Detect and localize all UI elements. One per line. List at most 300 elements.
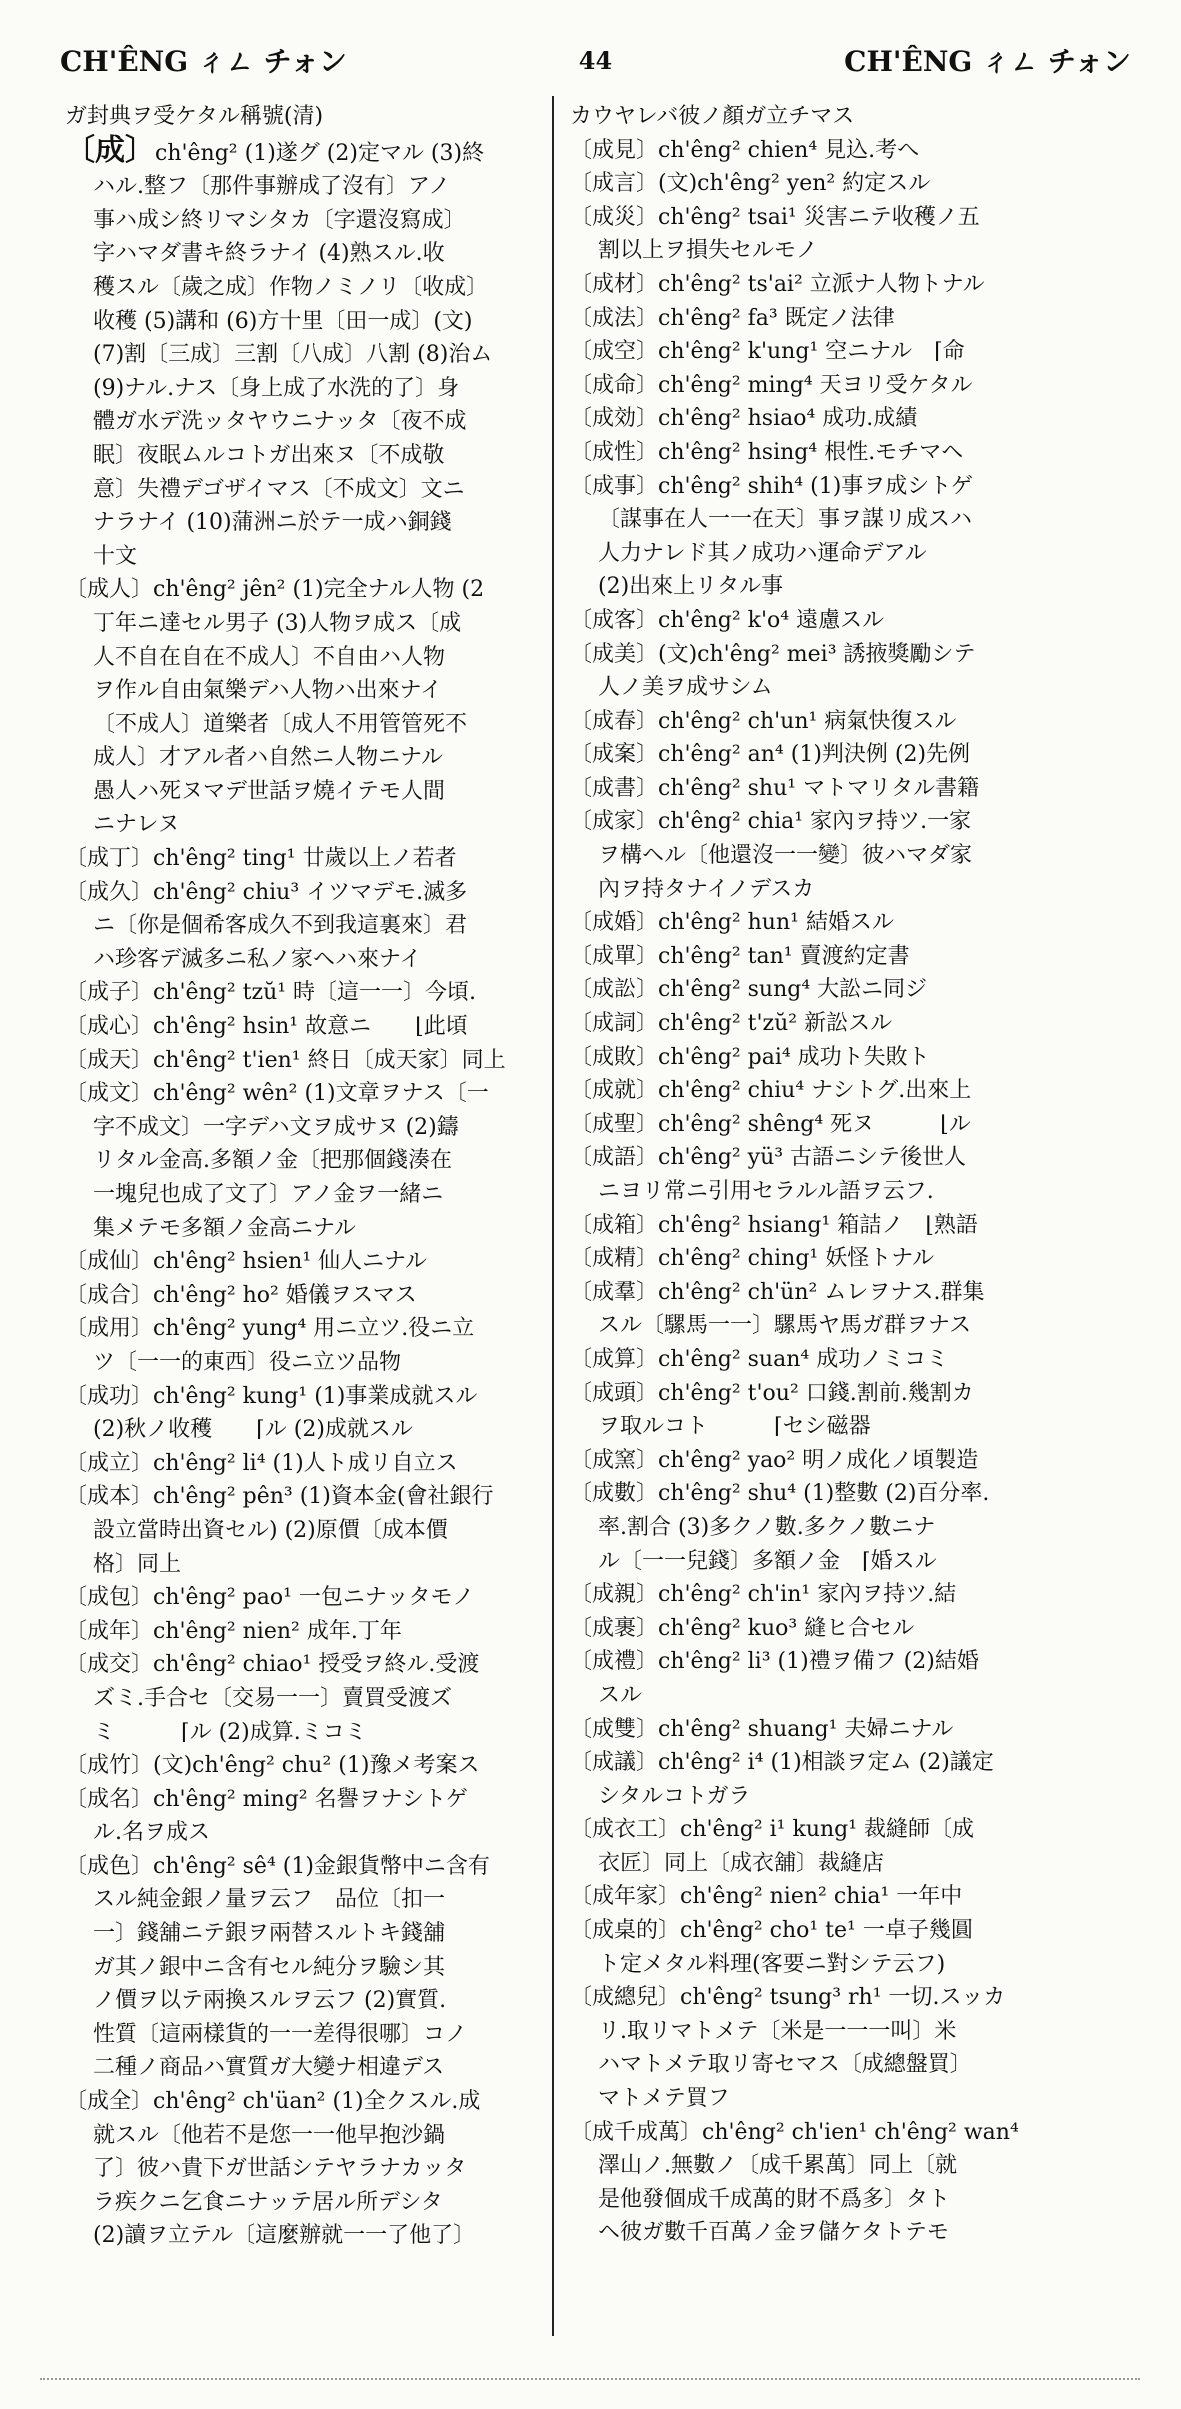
entry-text: 一〕錢舖ニテ銀ヲ兩替スルトキ錢舖 bbox=[93, 1921, 446, 1947]
entry-text: ch'êng² k'ung¹ 空ニナル ⌈命 bbox=[658, 339, 965, 365]
entry-headword: 〔成春〕 bbox=[570, 708, 659, 734]
entry-text: 一塊兒也成了文了〕アノ金ヲ一緒ニ bbox=[93, 1182, 444, 1207]
entry-text: ch'êng² cho¹ te¹ 一卓子幾圓 bbox=[680, 1918, 973, 1944]
entry-text: ハマトメテ取リ寄セマス〔成總盤買〕 bbox=[598, 2052, 972, 2078]
entry-text: 格〕同上 bbox=[93, 1551, 182, 1577]
entry-line bbox=[65, 439, 565, 473]
entry-text: ハル.整フ〔那件事辦成了沒有〕アノ bbox=[93, 174, 451, 200]
entry-text: ch'êng² hun¹ 結婚スル bbox=[658, 910, 894, 936]
entry-line bbox=[570, 940, 1095, 974]
entry-line bbox=[65, 876, 565, 910]
entry-line bbox=[65, 2186, 565, 2220]
entry-line bbox=[570, 671, 1095, 705]
entry-text: (文)ch'êng² mei³ 誘掖獎勵シテ bbox=[658, 641, 976, 667]
page-header bbox=[60, 40, 1131, 80]
entry-headword: 〔成竹〕 bbox=[65, 1753, 154, 1779]
entry-text: ch'êng² nien² chia¹ 一年中 bbox=[680, 1884, 963, 1910]
entry-headword: 〔成頭〕 bbox=[570, 1380, 659, 1406]
dictionary-entry bbox=[65, 1279, 565, 1313]
entry-line bbox=[65, 2152, 565, 2186]
entry-line bbox=[570, 470, 1095, 504]
entry-line bbox=[570, 1511, 1095, 1545]
entry-text: 〔不成人〕道樂者〔成人不用管管死不 bbox=[93, 711, 468, 737]
entry-text: ナラナイ (10)蒲洲ニ於テ一成ハ銅錢 bbox=[93, 510, 452, 536]
entry-line bbox=[570, 1309, 1095, 1343]
entry-line bbox=[570, 1981, 1095, 2015]
entry-text: 字不成文〕一字デハ文ヲ成サヌ (2)鑄 bbox=[93, 1114, 459, 1140]
entry-text: ch'êng² ming⁴ 天ヨリ受ケタル bbox=[658, 372, 973, 398]
entry-line bbox=[570, 604, 1095, 638]
entry-text: ミ ⌈ル (2)成算.ミコミ bbox=[93, 1719, 367, 1745]
header-right: CH'ÊNG ㄔㄥ チォン bbox=[844, 45, 1131, 78]
entry-text: 收穫 (5)講和 (6)方十里〔田一成〕(文) bbox=[93, 308, 473, 334]
entry-text: ラ疾クニ乞食ニナッテ居ル所デシタ bbox=[93, 2189, 443, 2215]
entry-line bbox=[65, 1783, 565, 1817]
entry-line bbox=[570, 1578, 1095, 1612]
entry-text: 十文 bbox=[93, 543, 138, 569]
entry-text: ch'êng² pai⁴ 成功ト失敗ト bbox=[658, 1044, 930, 1070]
entry-text: ch'êng² tsung³ rh¹ 一切.スッカ bbox=[680, 1985, 1006, 2011]
entry-headword: 〔成客〕 bbox=[570, 607, 659, 633]
entry-line bbox=[570, 1880, 1095, 1914]
entry-line bbox=[65, 976, 565, 1010]
entry-line bbox=[570, 1847, 1095, 1881]
entry-line bbox=[570, 1141, 1095, 1175]
entry-text: 丁年ニ達セル男子 (3)人物ヲ成ス〔成 bbox=[93, 610, 462, 636]
entry-headword: 〔成功〕 bbox=[65, 1383, 154, 1409]
entry-line bbox=[570, 537, 1095, 571]
entry-text: 是他發個成千成萬的財不爲多〕タト bbox=[598, 2186, 951, 2212]
entry-text: ch'êng² k'o⁴ 遠慮スル bbox=[658, 607, 885, 633]
entry-line bbox=[65, 2085, 565, 2119]
entry-text: ch'êng² ch'ien¹ ch'êng² wan⁴ bbox=[702, 2119, 1019, 2145]
entry-text: ノ價ヲ以テ兩換スルヲ云フ (2)實質. bbox=[93, 1988, 447, 2014]
dictionary-entry bbox=[570, 369, 1095, 403]
entry-line bbox=[65, 1883, 565, 1917]
entry-text: 人不自在自在不成人〕不自由ハ人物 bbox=[93, 644, 446, 670]
entry-text: ch'êng² sung⁴ 大訟ニ同ジ bbox=[658, 977, 928, 1003]
entry-headword: 〔成案〕 bbox=[570, 742, 659, 768]
entry-text: ch'êng² an⁴ (1)判決例 (2)先例 bbox=[658, 742, 971, 768]
entry-headword: 〔成窯〕 bbox=[570, 1447, 659, 1473]
entry-text: ch'êng² li³ (1)禮ヲ備フ (2)結婚 bbox=[658, 1649, 979, 1675]
entry-line bbox=[65, 1044, 565, 1078]
entry-line bbox=[570, 2216, 1095, 2250]
entry-text: ch'êng² ching¹ 妖怪トナル bbox=[658, 1246, 935, 1272]
entry-line bbox=[65, 1346, 565, 1380]
entry-line bbox=[65, 1077, 565, 1111]
entry-line bbox=[570, 1074, 1095, 1108]
entry-line bbox=[570, 1343, 1095, 1377]
entry-line bbox=[570, 1645, 1095, 1679]
entry-text: ヲ取ルコト ⌈セシ磁器 bbox=[598, 1414, 871, 1440]
entry-headword: 〔成年〕 bbox=[65, 1618, 154, 1644]
entry-text: ch'êng² chiao¹ 授受ヲ終ル.受渡 bbox=[153, 1652, 480, 1678]
entry-line bbox=[65, 271, 565, 305]
entry-text: ch'êng² i¹ kung¹ 裁縫師〔成 bbox=[680, 1817, 975, 1843]
entry-line bbox=[65, 2018, 565, 2052]
entry-text: (2)讀ヲ立テル〔這麼辦就一一了他了〕 bbox=[93, 2223, 476, 2249]
entry-text: ch'êng² chiu³ イツマデモ.滅多 bbox=[153, 879, 468, 905]
dictionary-entry bbox=[570, 268, 1095, 302]
entry-text: ch'êng² hsien¹ 仙人ニナル bbox=[153, 1249, 428, 1275]
entry-line bbox=[570, 2149, 1095, 2183]
entry-text: ハ珍客デ滅多ニ私ノ家ヘハ來ナイ bbox=[93, 946, 422, 972]
entry-text: ch'êng² hsing⁴ 根性.モチマヘ bbox=[658, 439, 964, 465]
entry-line bbox=[65, 2219, 565, 2253]
entry-line bbox=[570, 1813, 1095, 1847]
entry-text: ch'êng² t'ien¹ 終日〔成天家〕同上 bbox=[153, 1047, 506, 1073]
entry-headword: 〔成美〕 bbox=[570, 641, 659, 667]
entry-line bbox=[570, 1948, 1095, 1982]
entry-text: (7)割〔三成〕三割〔八成〕八割 (8)治ム bbox=[93, 342, 493, 368]
entry-text: ch'êng² yung⁴ 用ニ立ツ.役ニ立 bbox=[153, 1316, 475, 1342]
entry-text: (2)出來上リタル事 bbox=[598, 574, 784, 600]
entry-line bbox=[65, 808, 565, 842]
entry-line bbox=[65, 1850, 565, 1884]
entry-text: 意〕失禮デゴザイマス〔不成文〕文ニ bbox=[93, 476, 465, 502]
entry-line bbox=[570, 2116, 1095, 2150]
dictionary-entry bbox=[570, 638, 1095, 705]
entry-line bbox=[65, 1245, 565, 1279]
entry-headword: 〔成箱〕 bbox=[570, 1212, 659, 1238]
dictionary-entry bbox=[570, 1276, 1095, 1343]
entry-line bbox=[65, 1951, 565, 1985]
dictionary-entry bbox=[570, 705, 1095, 739]
dictionary-entry bbox=[65, 1245, 565, 1279]
entry-line bbox=[65, 708, 565, 742]
entry-text: 人力ナレド其ノ成功ハ運命デアル bbox=[598, 540, 927, 566]
entry-text: ch'êng² chiu⁴ ナシトグ.出來上 bbox=[658, 1078, 972, 1104]
entry-headword: 〔成總兒〕 bbox=[570, 1985, 681, 2011]
entry-line bbox=[570, 2015, 1095, 2049]
entry-text: スル純金銀ノ量ヲ云フ 品位〔扣一 bbox=[93, 1887, 446, 1913]
entry-text: 澤山ノ.無數ノ〔成千累萬〕同上〔就 bbox=[598, 2153, 957, 2179]
entry-line bbox=[570, 167, 1095, 201]
entry-text: ガ封典ヲ受ケタル稱號(清) bbox=[65, 104, 324, 129]
entry-line bbox=[65, 1178, 565, 1212]
dictionary-entry bbox=[570, 1444, 1095, 1478]
entry-line bbox=[65, 1917, 565, 1951]
dictionary-entry bbox=[570, 1343, 1095, 1377]
dictionary-entry bbox=[570, 1746, 1095, 1813]
entry-line bbox=[570, 234, 1095, 268]
entry-headword: 〔成婚〕 bbox=[570, 910, 659, 936]
entry-line bbox=[65, 100, 565, 134]
entry-line bbox=[65, 2051, 565, 2085]
entry-headword: 〔成性〕 bbox=[570, 439, 659, 465]
dictionary-entry bbox=[65, 1077, 565, 1245]
entry-text: 人ノ美ヲ成サシム bbox=[598, 675, 773, 701]
entry-line bbox=[570, 1444, 1095, 1478]
entry-line bbox=[570, 1377, 1095, 1411]
dictionary-entry bbox=[65, 1480, 565, 1581]
entry-text: ch'êng² shuang¹ 夫婦ニナル bbox=[658, 1716, 954, 1742]
entry-text: リ.取リマトメテ〔米是一一一叫〕米 bbox=[598, 2018, 957, 2044]
entry-line bbox=[65, 134, 565, 171]
entry-text: ch'êng² shu¹ マトマリタル書籍 bbox=[658, 775, 980, 801]
dictionary-entry bbox=[570, 1880, 1095, 1914]
entry-text: 〔謀事在人一一在天〕事ヲ謀リ成スハ bbox=[598, 507, 973, 533]
entry-headword: 〔成丁〕 bbox=[65, 846, 154, 872]
dictionary-entry bbox=[65, 1010, 565, 1044]
entry-text: 體ガ水デ洗ッタヤウニナッタ〔夜不成 bbox=[93, 409, 467, 435]
entry-headword: 〔成語〕 bbox=[570, 1145, 659, 1171]
entry-headword: 〔成立〕 bbox=[65, 1450, 154, 1476]
dictionary-entry bbox=[570, 1108, 1095, 1142]
entry-line bbox=[570, 335, 1095, 369]
dictionary-entry bbox=[65, 842, 565, 876]
entry-text: ch'êng² ts'ai² 立派ナ人物トナル bbox=[658, 271, 985, 297]
entry-text: ch'êng² yao² 明ノ成化ノ頃製造 bbox=[658, 1447, 979, 1473]
entry-text: マトメテ買フ bbox=[598, 2086, 730, 2112]
entry-headword: 〔成家〕 bbox=[570, 809, 659, 835]
dictionary-entry bbox=[570, 436, 1095, 470]
dictionary-entry bbox=[570, 1645, 1095, 1712]
header-left: CH'ÊNG ㄔㄥ チォン bbox=[60, 45, 347, 78]
entry-text: 設立當時出資セル) (2)原價〔成本價 bbox=[93, 1517, 448, 1543]
entry-text: ch'êng² hsin¹ 故意ニ ⌊此頃 bbox=[153, 1014, 468, 1040]
entry-line bbox=[570, 1007, 1095, 1041]
entry-text: ch'êng² wên² (1)文章ヲナス〔一 bbox=[153, 1081, 489, 1107]
entry-line bbox=[570, 1041, 1095, 1075]
dictionary-entry bbox=[570, 1914, 1095, 1981]
entry-text: 了〕彼ハ貴下ガ世話シテヤラナカッタ bbox=[93, 2156, 467, 2182]
entry-line bbox=[570, 2082, 1095, 2116]
entry-text: ch'êng² fa³ 既定ノ法律 bbox=[658, 305, 895, 331]
entry-text: 成人〕才アル者ハ自然ニ人物ニナル bbox=[93, 745, 444, 771]
entry-headword: 〔成就〕 bbox=[570, 1078, 659, 1104]
entry-text: ヘ彼ガ數千百萬ノ金ヲ儲ケタトテモ bbox=[598, 2220, 949, 2246]
entry-text: 割以上ヲ損失セルモノ bbox=[598, 238, 818, 264]
dictionary-entry bbox=[570, 201, 1095, 268]
entry-line bbox=[65, 741, 565, 775]
dictionary-entry bbox=[65, 1749, 565, 1783]
entry-line bbox=[65, 607, 565, 641]
entry-line bbox=[65, 473, 565, 507]
entry-line bbox=[570, 570, 1095, 604]
entry-text: ヲ作ル自由氣樂デハ人物ハ出來ナイ bbox=[93, 678, 443, 704]
entry-text: 事ハ成シ終リマシタカ〔字還沒寫成〕 bbox=[93, 207, 466, 233]
entry-text: ch'êng² tan¹ 賣渡約定書 bbox=[658, 943, 910, 969]
entry-headword: 〔成雙〕 bbox=[570, 1716, 659, 1742]
entry-text: ニ〔你是個希客成久不到我這裏來〕君 bbox=[93, 913, 468, 939]
entry-text: ch'êng² hsiao⁴ 成功.成績 bbox=[658, 406, 918, 432]
entry-headword: 〔成衣工〕 bbox=[570, 1817, 681, 1843]
entry-headword: 〔成聖〕 bbox=[570, 1111, 659, 1137]
dictionary-entry bbox=[65, 2085, 565, 2253]
entry-headword: 〔成書〕 bbox=[570, 775, 659, 801]
entry-headword: 〔成本〕 bbox=[65, 1484, 154, 1510]
entry-text: ch'êng² ting¹ 廿歲以上ノ若者 bbox=[153, 846, 457, 872]
entry-text: ch'êng² ho² 婚儀ヲスマス bbox=[153, 1282, 417, 1308]
entry-line bbox=[570, 268, 1095, 302]
entry-text: ch'êng² sê⁴ (1)金銀貨幣中ニ含有 bbox=[153, 1853, 490, 1879]
dictionary-entry bbox=[570, 1981, 1095, 2115]
dictionary-entry bbox=[570, 1041, 1095, 1075]
dictionary-entry bbox=[570, 604, 1095, 638]
dictionary-entry bbox=[570, 1141, 1095, 1208]
page-number: 44 bbox=[578, 45, 613, 75]
entry-line bbox=[570, 638, 1095, 672]
entry-line bbox=[65, 1413, 565, 1447]
entry-text: 集メテモ多額ノ金高ニナル bbox=[93, 1215, 356, 1241]
entry-text: ch'êng² t'ou² 口錢.割前.幾割カ bbox=[658, 1380, 974, 1406]
right-column bbox=[570, 100, 1095, 2250]
entry-line bbox=[570, 1209, 1095, 1243]
entry-headword: 〔成見〕 bbox=[570, 137, 659, 163]
entry-text: ガ其ノ銀中ニ含有セル純分ヲ驗シ其 bbox=[93, 1954, 446, 1980]
entry-line bbox=[570, 1914, 1095, 1948]
entry-text: ニヨリ常ニ引用セラルル語ヲ云フ. bbox=[598, 1179, 934, 1204]
dictionary-entry bbox=[570, 1578, 1095, 1612]
entry-headword: 〔成裹〕 bbox=[570, 1615, 659, 1641]
entry-line bbox=[65, 338, 565, 372]
entry-headword: 〔成桌的〕 bbox=[570, 1918, 681, 1944]
entry-headword: 〔成人〕 bbox=[65, 577, 154, 603]
entry-line bbox=[65, 1144, 565, 1178]
entry-text: ch'êng² chia¹ 家內ヲ持ツ.一家 bbox=[658, 809, 972, 835]
entry-line bbox=[65, 842, 565, 876]
entry-headword: 〔成訟〕 bbox=[570, 977, 659, 1003]
entry-headword: 〔成久〕 bbox=[65, 879, 154, 905]
entry-text: (9)ナル.ナス〔身上成了水洗的了〕身 bbox=[93, 375, 460, 401]
entry-headword: 〔成精〕 bbox=[570, 1246, 659, 1272]
entry-headword: 〔成名〕 bbox=[65, 1786, 154, 1812]
entry-text: 愚人ハ死ヌマデ世話ヲ燒イテモ人間 bbox=[93, 778, 446, 804]
dictionary-entry bbox=[570, 973, 1095, 1007]
entry-text: ch'êng² pên³ (1)資本金(會社銀行 bbox=[153, 1484, 494, 1510]
dictionary-entry bbox=[570, 1242, 1095, 1276]
entry-headword: 〔成年家〕 bbox=[570, 1884, 681, 1910]
entry-text: ch'êng² kung¹ (1)事業成就スル bbox=[153, 1383, 478, 1409]
entry-line bbox=[65, 170, 565, 204]
entry-text: ch'êng² hsiang¹ 箱詰ノ ⌊熟語 bbox=[658, 1212, 978, 1238]
entry-line bbox=[570, 100, 1095, 134]
entry-line bbox=[65, 909, 565, 943]
entry-text: (2)秋ノ收穫 ⌈ル (2)成就スル bbox=[93, 1417, 413, 1443]
dictionary-entry bbox=[570, 1007, 1095, 1041]
entry-line bbox=[570, 2048, 1095, 2082]
entry-headword: 〔成命〕 bbox=[570, 372, 659, 398]
entry-line bbox=[65, 1749, 565, 1783]
entry-headword: 〔成親〕 bbox=[570, 1582, 659, 1608]
entry-headword: 〔成法〕 bbox=[570, 305, 659, 331]
entry-text: 穫スル〔歲之成〕作物ノミノリ〔收成〕 bbox=[93, 274, 489, 300]
entry-line bbox=[65, 405, 565, 439]
entry-text: 就スル〔他若不是您一一他早抱沙鍋 bbox=[93, 2122, 446, 2148]
dictionary-entry bbox=[65, 1380, 565, 1447]
dictionary-entry bbox=[570, 1713, 1095, 1747]
entry-line bbox=[65, 775, 565, 809]
entry-line bbox=[65, 1682, 565, 1716]
entry-text: ch'êng² shêng⁴ 死ヌ ⌊ル bbox=[658, 1111, 971, 1137]
dictionary-entry bbox=[570, 1813, 1095, 1880]
dictionary-entry bbox=[570, 100, 1095, 134]
dictionary-entry bbox=[570, 302, 1095, 336]
entry-text: 二種ノ商品ハ實質ガ大變ナ相違デス bbox=[93, 2055, 445, 2081]
entry-line bbox=[65, 237, 565, 271]
bottom-dotted-rule bbox=[40, 2378, 1140, 2380]
entry-line bbox=[65, 1816, 565, 1850]
entry-text: シタルコトガラ bbox=[598, 1783, 751, 1809]
entry-headword: 〔成空〕 bbox=[570, 339, 659, 365]
entry-text: ル.名ヲ成ス bbox=[93, 1820, 210, 1846]
entry-headword: 〔成子〕 bbox=[65, 980, 154, 1006]
entry-headword: 〔成文〕 bbox=[65, 1081, 154, 1107]
entry-text: ch'êng² suan⁴ 成功ノミコミ bbox=[658, 1346, 949, 1372]
entry-text: ツ〔一一的東西〕役ニ立ツ品物 bbox=[93, 1349, 402, 1375]
dictionary-entry bbox=[65, 134, 565, 574]
entry-headword: 〔成色〕 bbox=[65, 1853, 154, 1879]
dictionary-entry bbox=[65, 1850, 565, 2085]
entry-line bbox=[570, 1545, 1095, 1579]
entry-text: (文)ch'êng² yen² 約定スル bbox=[658, 171, 931, 197]
entry-headword: 〔成全〕 bbox=[65, 2089, 154, 2115]
entry-text: ch'êng² tsai¹ 災害ニテ收穫ノ五 bbox=[658, 204, 980, 230]
entry-line bbox=[570, 436, 1095, 470]
entry-text: ch'êng² kuo³ 縫ヒ合セル bbox=[658, 1615, 915, 1641]
entry-line bbox=[65, 674, 565, 708]
entry-text: ch'êng² shih⁴ (1)事ヲ成シトゲ bbox=[658, 473, 973, 499]
dictionary-entry bbox=[570, 906, 1095, 940]
entry-text: ル〔一一兒錢〕多額ノ金 ⌈婚スル bbox=[598, 1548, 937, 1574]
entry-headword: 〔成言〕 bbox=[570, 171, 659, 197]
entry-text: ch'êng² t'zŭ² 新訟スル bbox=[658, 1011, 893, 1037]
entry-text: ch'êng² ch'üan² (1)全クスル.成 bbox=[153, 2089, 481, 2115]
entry-headword: 〔成交〕 bbox=[65, 1652, 154, 1678]
entry-line bbox=[570, 1108, 1095, 1142]
dictionary-entry bbox=[570, 1074, 1095, 1108]
entry-headword: 〔成算〕 bbox=[570, 1346, 659, 1372]
entry-text: ch'êng² shu⁴ (1)整數 (2)百分率. bbox=[658, 1481, 990, 1507]
entry-line bbox=[570, 1746, 1095, 1780]
dictionary-entry bbox=[570, 738, 1095, 772]
entry-line bbox=[65, 372, 565, 406]
entry-line bbox=[65, 1514, 565, 1548]
entry-line bbox=[65, 1010, 565, 1044]
entry-line bbox=[570, 705, 1095, 739]
dictionary-entry bbox=[65, 100, 565, 134]
dictionary-entry bbox=[570, 470, 1095, 604]
entry-line bbox=[65, 573, 565, 607]
entry-text: 率.割合 (3)多クノ數.多クノ數ニナ bbox=[598, 1514, 936, 1540]
entry-line bbox=[570, 134, 1095, 168]
entry-line bbox=[65, 1111, 565, 1145]
entry-line bbox=[65, 1447, 565, 1481]
entry-line bbox=[570, 1175, 1095, 1209]
entry-headword: 〔成議〕 bbox=[570, 1750, 659, 1776]
entry-text: 衣匠〕同上〔成衣舖〕裁縫店 bbox=[598, 1850, 885, 1876]
entry-text: 性質〔這兩樣貨的一一差得很哪〕コノ bbox=[93, 2021, 468, 2047]
entry-headword: 〔成災〕 bbox=[570, 204, 659, 230]
entry-line bbox=[65, 1615, 565, 1649]
entry-text: ch'êng² jên² (1)完全ナル人物 (2 bbox=[153, 577, 485, 603]
entry-text: ch'êng² ch'in¹ 家內ヲ持ツ.結 bbox=[658, 1582, 957, 1608]
entry-text: ch'êng² ch'un¹ 病氣快復スル bbox=[658, 708, 957, 734]
entry-line bbox=[570, 402, 1095, 436]
entry-text: スル〔騾馬一一〕騾馬ヤ馬ガ群ヲナス bbox=[598, 1313, 972, 1339]
entry-line bbox=[570, 873, 1095, 907]
left-column bbox=[65, 100, 565, 2253]
entry-headword: 〔成單〕 bbox=[570, 943, 659, 969]
entry-line bbox=[570, 2183, 1095, 2217]
dictionary-entry bbox=[570, 134, 1095, 168]
entry-line bbox=[65, 506, 565, 540]
entry-headword: 〔成〕 bbox=[65, 133, 155, 168]
entry-line bbox=[65, 204, 565, 238]
entry-line bbox=[570, 302, 1095, 336]
